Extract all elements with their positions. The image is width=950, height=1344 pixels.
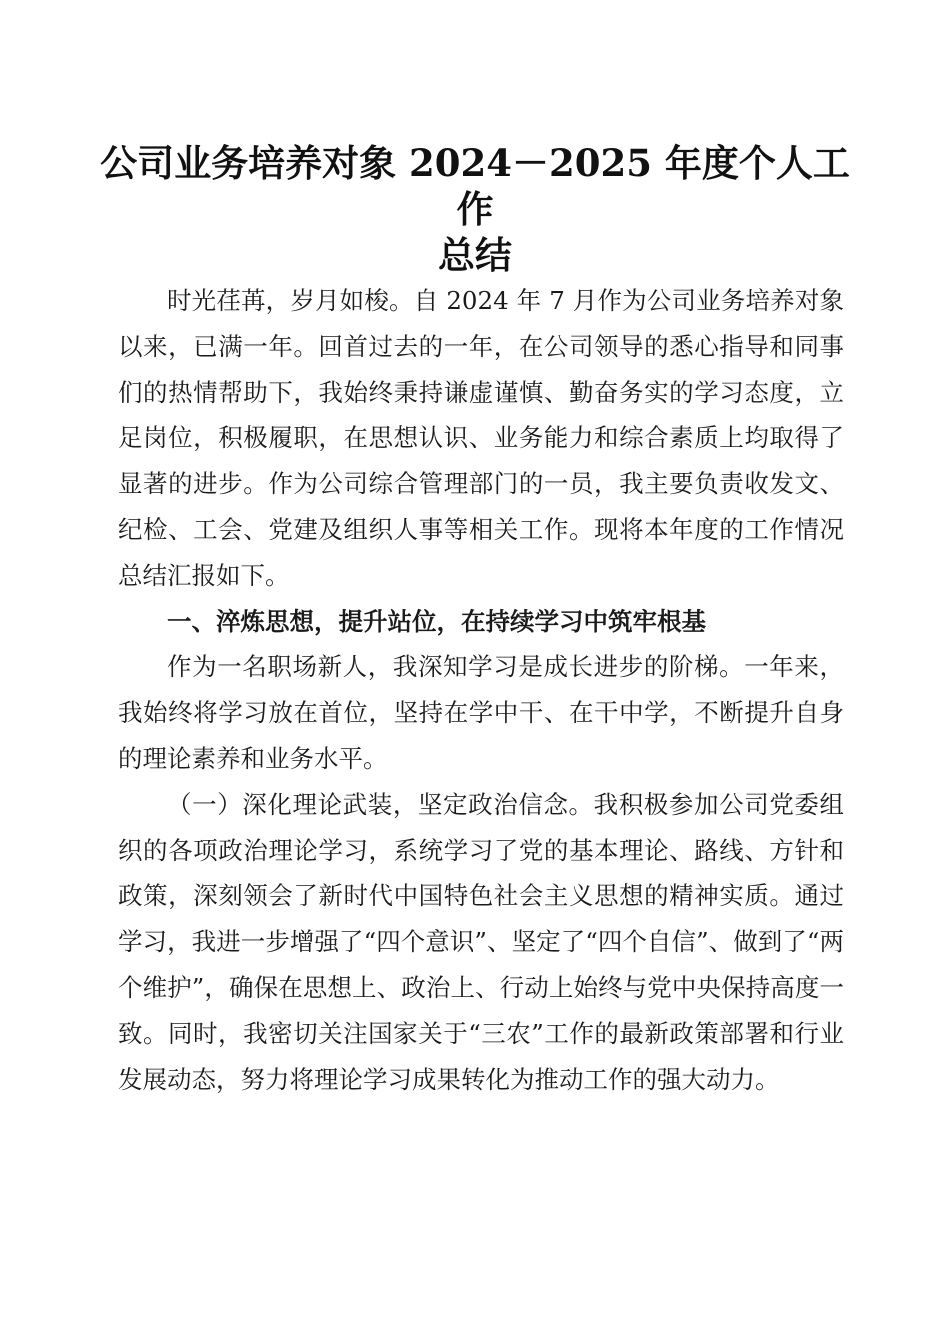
document-title (100, 140, 850, 278)
document-body (118, 278, 844, 1102)
subsection-1-paragraph (118, 782, 844, 1103)
subsection-1-heading: （一）深化理论武装，坚定政治信念。 (167, 789, 594, 819)
intro-paragraph: 时光荏苒，岁月如梭。自 2024 年 7 月作为公司业务培养对象以来，已满一年。回首过去的一年，在公司领导的悉心指导和同事们的热情帮助下，我始终秉持谦虚谨慎、勤奋务实的学习态度，立足岗位，积极履职，在思想认识、业务能力和综合素质上均取得了显著的进步。作为公司综合管理部门的一员，我主要负责收发文、纪检、工会、党建及组织人事等相关工作。现将本年度的工作情况总结汇报如下。 (118, 286, 844, 590)
section-1-paragraph: 作为一名职场新人，我深知学习是成长进步的阶梯。一年来，我始终将学习放在首位，坚持在学中干、在干中学，不断提升自身的理论素养和业务水平。 (118, 652, 844, 773)
title-line-1: 公司业务培养对象 2024－2025 年度个人工作 (100, 141, 850, 231)
subsection-1-body: 我积极参加公司党委组织的各项政治理论学习，系统学习了党的基本理论、路线、方针和政策，深刻领会了新时代中国特色社会主义思想的精神实质。通过学习，我进一步增强了“四个意识”、坚定了“四个自信”、做到了“两个维护”，确保在思想上、政治上、行动上始终与党中央保持高度一致。同时，我密切关注国家关于“三农”工作的最新政策部署和行业发展动态，努力将理论学习成果转化为推动工作的强大动力。 (118, 789, 845, 1094)
title-line-2: 总结 (438, 233, 512, 277)
section-1-heading: 一、淬炼思想，提升站位，在持续学习中筑牢根基 (167, 606, 706, 636)
